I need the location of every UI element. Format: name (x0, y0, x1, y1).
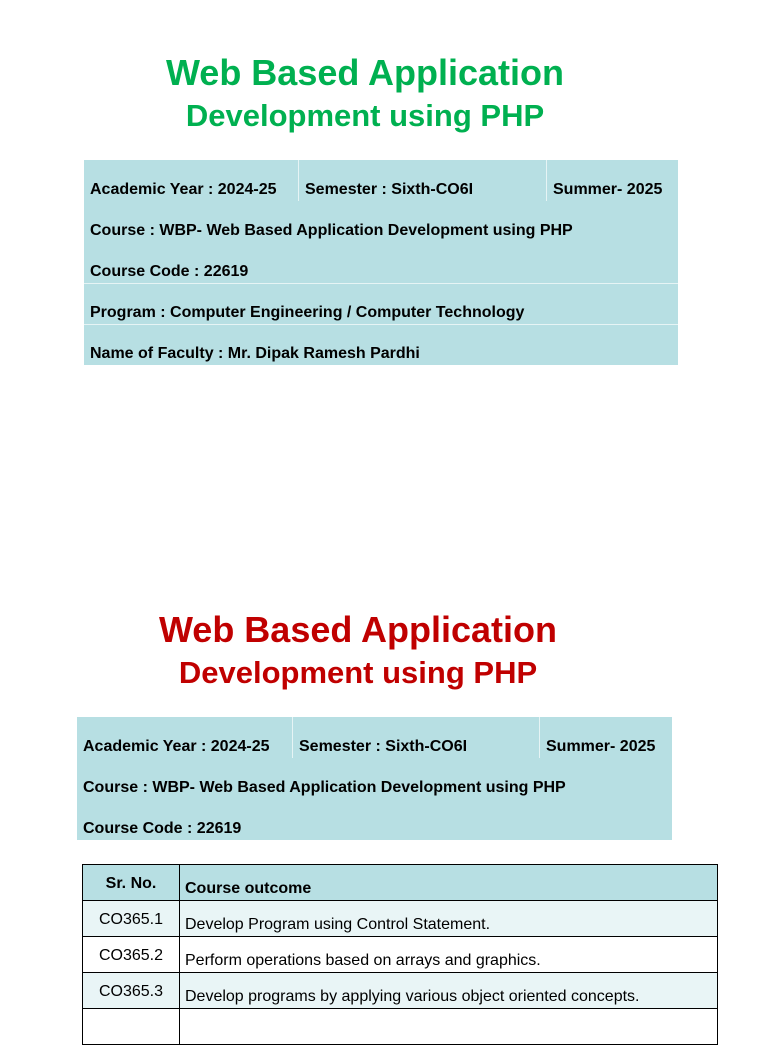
co-text: Develop Program using Control Statement. (180, 901, 718, 937)
section2-info-table (77, 717, 672, 840)
session: Summer- 2025 (553, 181, 663, 198)
section2-title-line1: Web Based Application (158, 609, 558, 650)
info-row-faculty (84, 324, 678, 365)
table-row (83, 901, 718, 937)
faculty-name: Name of Faculty : Mr. Dipak Ramesh Pardhi (90, 345, 420, 362)
header-course-outcome: Course outcome (180, 865, 718, 901)
academic-year-cell (77, 717, 292, 758)
co-code (83, 1009, 180, 1045)
session: Summer- 2025 (546, 738, 656, 755)
info-row-year (84, 160, 678, 201)
co-code: CO365.1 (83, 901, 180, 937)
semester-cell (292, 717, 539, 758)
co-code: CO365.3 (83, 973, 180, 1009)
table-row (83, 973, 718, 1009)
co-code: CO365.2 (83, 937, 180, 973)
course-name: Course : WBP- Web Based Application Development using PHP (83, 779, 566, 796)
info-row-program (84, 283, 678, 324)
info-row-year (77, 717, 672, 758)
academic-year-cell (84, 160, 298, 201)
co-text: Perform operations based on arrays and graphics. (180, 937, 718, 973)
section2-title-line2: Development using PHP (178, 655, 538, 690)
section1-title-line2: Development using PHP (185, 98, 545, 133)
semester: Semester : Sixth-CO6I (299, 738, 468, 755)
course-code: Course Code : 22619 (83, 820, 242, 837)
info-row-course (84, 201, 678, 242)
course-name: Course : WBP- Web Based Application Development using PHP (90, 222, 573, 239)
semester: Semester : Sixth-CO6I (305, 181, 474, 198)
academic-year: Academic Year : 2024-25 (90, 181, 277, 198)
co-text (180, 1009, 718, 1045)
session-cell (539, 717, 672, 758)
info-row-course (77, 758, 672, 799)
section1-title-line1: Web Based Application (165, 52, 565, 93)
table-header-row (83, 865, 718, 901)
header-sr-no: Sr. No. (83, 865, 180, 901)
course-code: Course Code : 22619 (90, 263, 249, 280)
co-text: Develop programs by applying various object oriented concepts. (180, 973, 718, 1009)
course-outcomes-table (82, 864, 718, 1045)
section1-info-table (84, 160, 678, 365)
table-row (83, 1009, 718, 1045)
table-row (83, 937, 718, 973)
semester-cell (298, 160, 546, 201)
info-row-code (84, 242, 678, 283)
program: Program : Computer Engineering / Computer Technology (90, 304, 525, 321)
info-row-code (77, 799, 672, 840)
session-cell (546, 160, 678, 201)
academic-year: Academic Year : 2024-25 (83, 738, 270, 755)
